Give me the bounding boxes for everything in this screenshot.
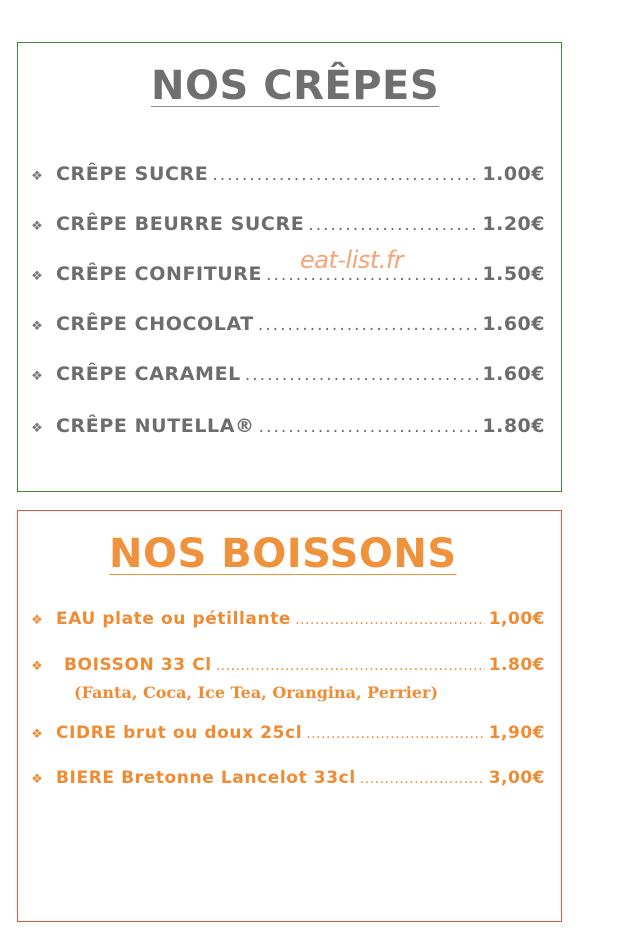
- item-price: 1.20€: [482, 213, 545, 235]
- item-price: 1.00€: [482, 163, 545, 185]
- menu-item: [18, 163, 545, 189]
- item-name: CRÊPE BEURRE SUCRE: [56, 213, 305, 235]
- item-price: 1,00€: [488, 609, 545, 629]
- item-name: CRÊPE CONFITURE: [56, 263, 263, 285]
- item-name: BOISSON 33 Cl: [64, 655, 212, 675]
- dot-leader: [258, 315, 479, 335]
- item-name: EAU plate ou pétillante: [56, 609, 292, 629]
- dot-leader: [216, 658, 485, 674]
- diamond-bullet-icon: ❖: [31, 319, 43, 334]
- dot-leader: [212, 165, 478, 185]
- item-price: 1.80€: [488, 655, 545, 675]
- menu-item: [18, 415, 545, 441]
- item-name: CRÊPE NUTELLA®: [56, 415, 255, 437]
- dot-leader: [306, 726, 485, 742]
- diamond-bullet-icon: ❖: [31, 269, 43, 284]
- item-name: CRÊPE SUCRE: [56, 163, 209, 185]
- diamond-bullet-icon: ❖: [31, 421, 43, 436]
- menu-item: [18, 768, 545, 794]
- dot-leader: [245, 365, 479, 385]
- boissons-menu-section: [17, 510, 562, 922]
- item-subtitle: (Fanta, Coca, Ice Tea, Orangina, Perrier): [74, 683, 439, 702]
- diamond-bullet-icon: ❖: [31, 613, 43, 628]
- item-name: CIDRE brut ou doux 25cl: [56, 723, 303, 743]
- item-name: CRÊPE CHOCOLAT: [56, 313, 254, 335]
- dot-leader: [295, 612, 485, 628]
- menu-item: [18, 609, 545, 635]
- item-price: 3,00€: [488, 768, 545, 788]
- menu-item: [18, 213, 545, 239]
- dot-leader: [360, 771, 485, 787]
- crepes-title: NOS CRÊPES: [151, 63, 440, 109]
- menu-item: [18, 363, 545, 389]
- boissons-title: NOS BOISSONS: [109, 531, 457, 577]
- diamond-bullet-icon: ❖: [31, 659, 43, 674]
- menu-item: [18, 263, 545, 289]
- menu-item: [18, 655, 545, 681]
- diamond-bullet-icon: ❖: [31, 169, 43, 184]
- item-price: 1,90€: [488, 723, 545, 743]
- item-price: 1.60€: [482, 313, 545, 335]
- menu-item: [18, 723, 545, 749]
- item-price: 1.60€: [482, 363, 545, 385]
- crepes-menu-section: [17, 42, 562, 492]
- diamond-bullet-icon: ❖: [31, 369, 43, 384]
- dot-leader: [259, 417, 479, 437]
- item-name: CRÊPE CARAMEL: [56, 363, 241, 385]
- diamond-bullet-icon: ❖: [31, 772, 43, 787]
- item-price: 1.50€: [482, 263, 545, 285]
- diamond-bullet-icon: ❖: [31, 219, 43, 234]
- item-name: BIERE Bretonne Lancelot 33cl: [56, 768, 356, 788]
- diamond-bullet-icon: ❖: [31, 727, 43, 742]
- watermark: eat-list.fr: [300, 246, 404, 274]
- menu-item: [18, 313, 545, 339]
- dot-leader: [308, 215, 478, 235]
- item-price: 1.80€: [482, 415, 545, 437]
